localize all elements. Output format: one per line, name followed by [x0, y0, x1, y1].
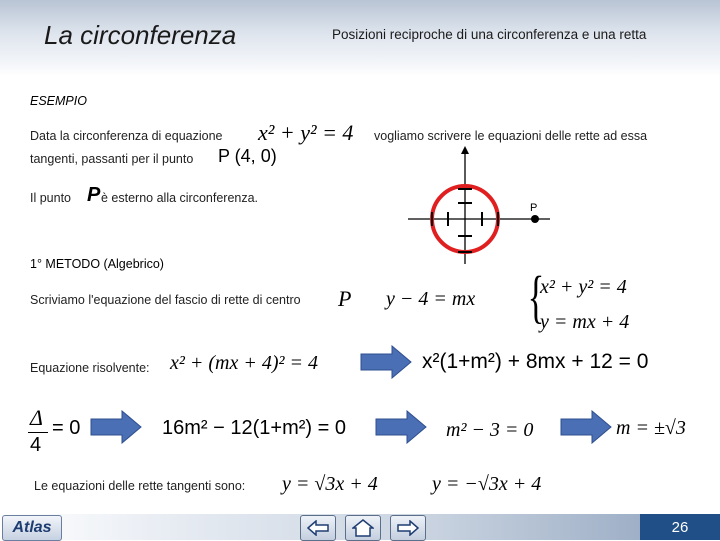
circle-diagram — [400, 140, 560, 268]
point-p-dot — [531, 215, 539, 223]
system-brace: { — [527, 264, 545, 329]
home-icon — [352, 519, 374, 537]
tangents-label: Le equazioni delle rette tangenti sono: — [34, 479, 246, 493]
arrow-left-icon — [307, 520, 329, 536]
delta-denominator: 4 — [30, 434, 42, 456]
nav-forward-button[interactable] — [390, 515, 426, 541]
arrow-right-icon — [397, 520, 419, 536]
method-heading: 1° METODO (Algebrico) — [30, 257, 164, 271]
system-line-2: y = mx + 4 — [540, 311, 630, 333]
delta-equals: = 0 — [52, 417, 81, 439]
risolvente-label: Equazione risolvente: — [30, 361, 150, 375]
fascio-text: Scriviamo l'equazione del fascio di rette di centro — [30, 293, 301, 307]
slide-subtitle: Posizioni reciproche di una circonferenza e una retta — [332, 27, 647, 42]
system-line-1: x² + y² = 4 — [540, 276, 627, 298]
tangent-2-equation: y = −√3x + 4 — [432, 473, 542, 495]
delta-fraction-bar — [28, 432, 48, 433]
page-number-badge: 26 — [640, 514, 720, 540]
y-axis-arrow — [461, 146, 469, 154]
risolvente-result: x²(1+m²) + 8mx + 12 = 0 — [422, 350, 649, 373]
nav-home-button[interactable] — [345, 515, 381, 541]
arrow-right-icon — [360, 345, 412, 379]
example-text-4b: è esterno alla circonferenza. — [101, 191, 259, 205]
tangent-1-equation: y = √3x + 4 — [282, 473, 378, 495]
arrow-right-icon — [560, 410, 612, 444]
example-text-3: tangenti, passanti per il punto — [30, 152, 194, 166]
step-2-equation: 16m² − 12(1+m²) = 0 — [162, 417, 346, 439]
example-text-4a: Il punto — [30, 191, 72, 205]
fascio-point: P — [338, 286, 352, 311]
example-label: ESEMPIO — [30, 94, 87, 108]
risolvente-equation: x² + (mx + 4)² = 4 — [170, 352, 318, 374]
delta-numerator: Δ — [30, 405, 43, 430]
circle-equation: x² + y² = 4 — [258, 120, 354, 145]
arrow-right-icon — [90, 410, 142, 444]
slide-title: La circonferenza — [44, 20, 237, 50]
fascio-equation: y − 4 = mx — [386, 288, 476, 310]
example-text-4p: P — [87, 184, 101, 206]
example-text-2: vogliamo scrivere le equazioni delle rette ad essa — [374, 129, 648, 143]
step-4-equation: m = ±√3 — [616, 417, 686, 439]
step-3-equation: m² − 3 = 0 — [446, 419, 534, 441]
example-text-1: Data la circonferenza di equazione — [30, 129, 223, 143]
nav-back-button[interactable] — [300, 515, 336, 541]
point-p-label: P — [530, 202, 538, 214]
arrow-right-icon — [375, 410, 427, 444]
point-p-coords: P (4, 0) — [218, 146, 277, 166]
atlas-logo: Atlas — [2, 515, 62, 541]
